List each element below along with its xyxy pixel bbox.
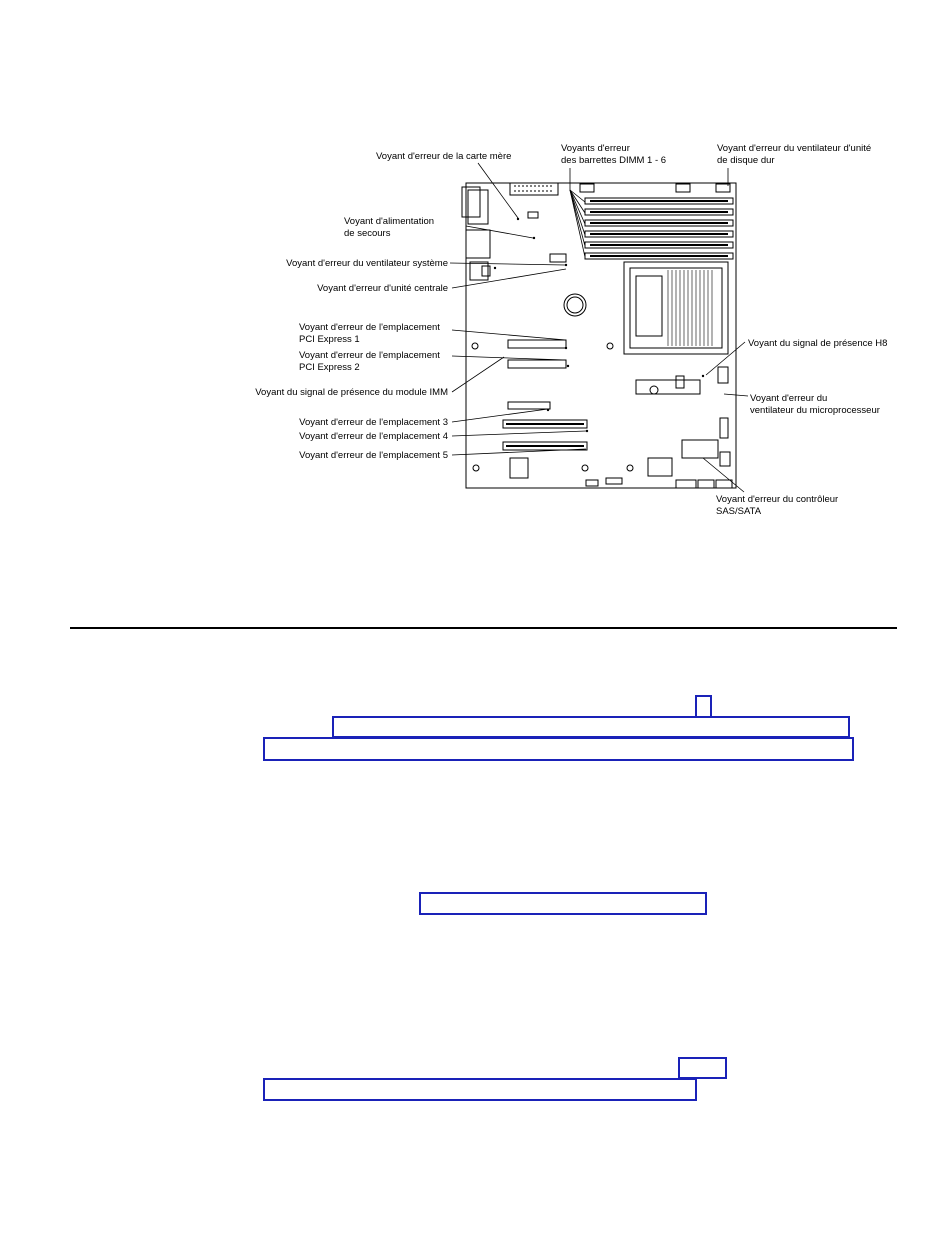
link-box-1[interactable] bbox=[695, 695, 712, 718]
riser-assembly bbox=[636, 367, 728, 438]
link-box-3[interactable] bbox=[263, 737, 854, 761]
label-pcie1-error-2: PCI Express 1 bbox=[299, 334, 360, 345]
link-box-4[interactable] bbox=[419, 892, 707, 915]
label-standby-power-1: Voyant d'alimentation bbox=[344, 216, 435, 227]
label-pcie2-error-1: Voyant d'erreur de l'emplacement bbox=[299, 350, 440, 361]
link-box-5[interactable] bbox=[678, 1057, 727, 1079]
label-dimm-error-2: des barrettes DIMM 1 - 6 bbox=[561, 155, 667, 166]
label-sas-sata-error-2: SAS/SATA bbox=[716, 506, 762, 517]
label-system-board-error: Voyant d'erreur de la carte mère bbox=[376, 151, 512, 162]
label-cpu-error: Voyant d'erreur d'unité centrale bbox=[317, 283, 448, 294]
label-cpu-fan-error-1: Voyant d'erreur du bbox=[750, 393, 828, 404]
link-box-2[interactable] bbox=[332, 716, 850, 738]
label-hdd-fan-error-2: de disque dur bbox=[717, 155, 775, 166]
label-dimm-error-1: Voyants d'erreur bbox=[561, 143, 630, 154]
label-imm-heartbeat: Voyant du signal de présence du module IMM bbox=[255, 387, 448, 398]
label-h8-heartbeat: Voyant du signal de présence H8 bbox=[748, 338, 888, 349]
cpu-heatsink bbox=[624, 262, 728, 354]
label-sas-sata-error-1: Voyant d'erreur du contrôleur bbox=[716, 494, 839, 505]
power-connector bbox=[510, 183, 730, 195]
label-standby-power-2: de secours bbox=[344, 228, 391, 239]
dimm-slots bbox=[585, 198, 733, 259]
label-slot3-error: Voyant d'erreur de l'emplacement 3 bbox=[299, 417, 448, 428]
section-divider bbox=[70, 627, 897, 629]
system-fan-connector bbox=[550, 254, 566, 262]
label-pcie1-error-1: Voyant d'erreur de l'emplacement bbox=[299, 322, 440, 333]
label-slot5-error: Voyant d'erreur de l'emplacement 5 bbox=[299, 450, 448, 461]
chip bbox=[528, 212, 538, 218]
label-pcie2-error-2: PCI Express 2 bbox=[299, 362, 360, 373]
label-slot4-error: Voyant d'erreur de l'emplacement 4 bbox=[299, 431, 448, 442]
label-system-fan-error: Voyant d'erreur du ventilateur système bbox=[286, 258, 448, 269]
link-box-6[interactable] bbox=[263, 1078, 697, 1101]
label-cpu-fan-error-2: ventilateur du microprocesseur bbox=[750, 405, 880, 416]
label-hdd-fan-error-1: Voyant d'erreur du ventilateur d'unité bbox=[717, 143, 872, 154]
system-board-led-diagram bbox=[0, 0, 950, 620]
